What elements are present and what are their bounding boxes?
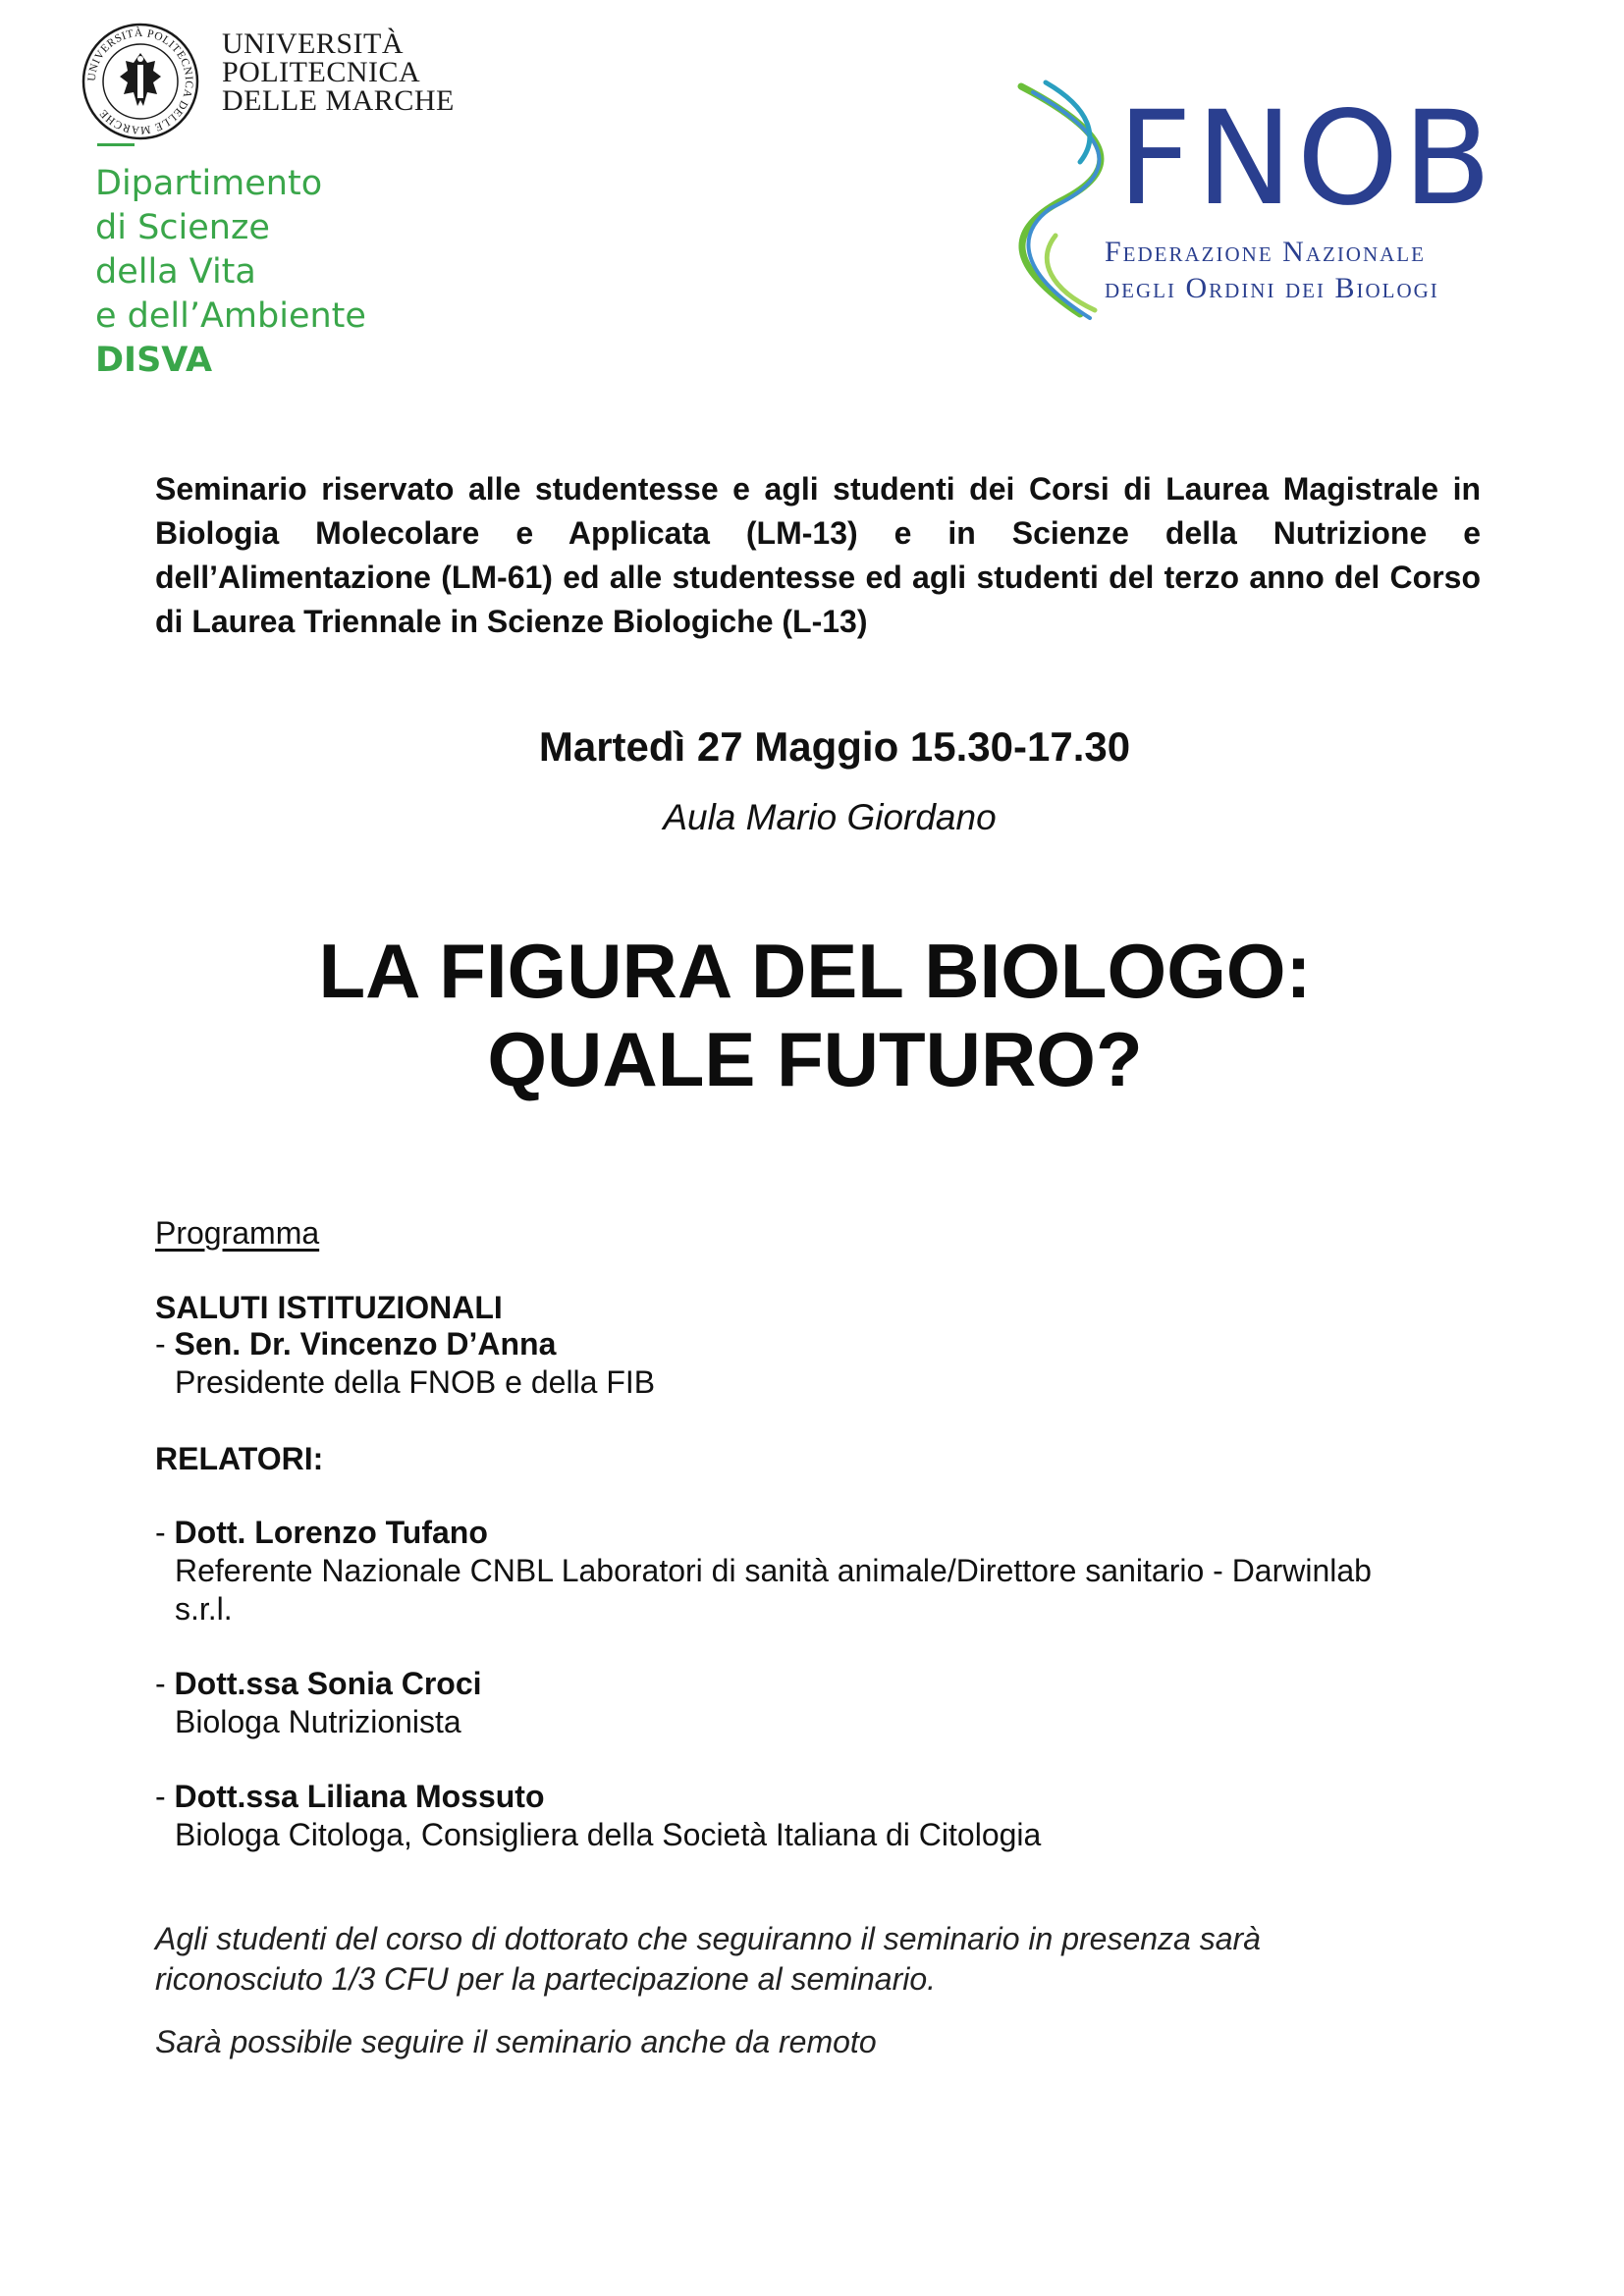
speaker-role: s.r.l. [175,1591,233,1627]
speaker-role: Biologa Citologa, Consigliera della Società Italiana di Citologia [175,1817,1042,1852]
department-acronym: DISVA [95,341,213,380]
university-name-line: UNIVERSITÀ [222,27,404,60]
note-line: riconosciuto 1/3 CFU per la partecipazione al seminario. [155,1961,937,1997]
svg-text:UNIVERSITÀ POLITECNICA DELLE M: UNIVERSITÀ POLITECNICA DELLE MARCHE [85,27,195,136]
university-name-line: DELLE MARCHE [222,84,455,117]
program-label: Programma [155,1215,320,1251]
university-name-line: POLITECNICA [222,56,421,88]
speaker-entry [155,1514,1490,1629]
speaker-name: Dott. Lorenzo Tufano [174,1515,488,1550]
event-title-line: LA FIGURA DEL BIOLOGO: [318,928,1312,1014]
event-title [0,927,1624,1103]
department-name [95,162,366,383]
event-title-line: QUALE FUTURO? [487,1016,1143,1102]
event-date-time: Martedì 27 Maggio 15.30-17.30 [538,723,1131,770]
fnob-full-name [1105,234,1439,306]
department-name-line: della Vita [95,252,256,292]
speaker-entry [155,1778,1490,1854]
greeting-speaker [155,1325,1490,1402]
department-name-line: e dell’Ambiente [95,296,366,336]
university-name [222,29,455,115]
speaker-role: Presidente della FNOB e della FIB [175,1364,656,1400]
university-seal-logo [81,22,200,141]
bullet: - [155,1326,175,1362]
speaker-role: Biologa Nutrizionista [175,1704,461,1739]
fnob-full-name-line: Federazione Nazionale [1105,236,1426,268]
fnob-logo-wordmark: FNOB [1117,83,1496,235]
bullet: - [155,1515,175,1550]
bullet: - [155,1779,175,1814]
speaker-role: Referente Nazionale CNBL Laboratori di sanità animale/Direttore sanitario - Darwinlab [175,1553,1372,1588]
greetings-title: SALUTI ISTITUZIONALI [155,1290,503,1325]
department-name-line: di Scienze [95,208,270,247]
speaker-name: Dott.ssa Liliana Mossuto [174,1779,545,1814]
department-rule [97,143,135,146]
fnob-full-name-line: degli Ordini dei Biologi [1105,272,1439,304]
remote-note: Sarà possibile seguire il seminario anche da remoto [155,2024,877,2059]
note-line: Agli studenti del corso di dottorato che seguiranno il seminario in presenza sarà [155,1921,1261,1956]
speaker-name: Dott.ssa Sonia Croci [174,1666,482,1701]
department-name-line: Dipartimento [95,164,323,203]
intro-paragraph: Seminario riservato alle studentesse e agli studenti dei Corsi di Laurea Magistrale in Biologia Molecolare e Applicata (LM-13) e in Scienze della Nutrizione e dell’Alimentazione (LM-61) ed alle studentesse ed agli studenti del terzo anno del Corso di Laurea Triennale in Scienze Biologiche (L-13) [155,471,1481,639]
speaker-entry [155,1665,1490,1741]
phd-credit-note [155,1919,1471,2000]
speaker-name: Sen. Dr. Vincenzo D’Anna [174,1326,557,1362]
bullet: - [155,1666,175,1701]
speakers-title: RELATORI: [155,1441,324,1476]
event-room: Aula Mario Giordano [663,797,997,837]
